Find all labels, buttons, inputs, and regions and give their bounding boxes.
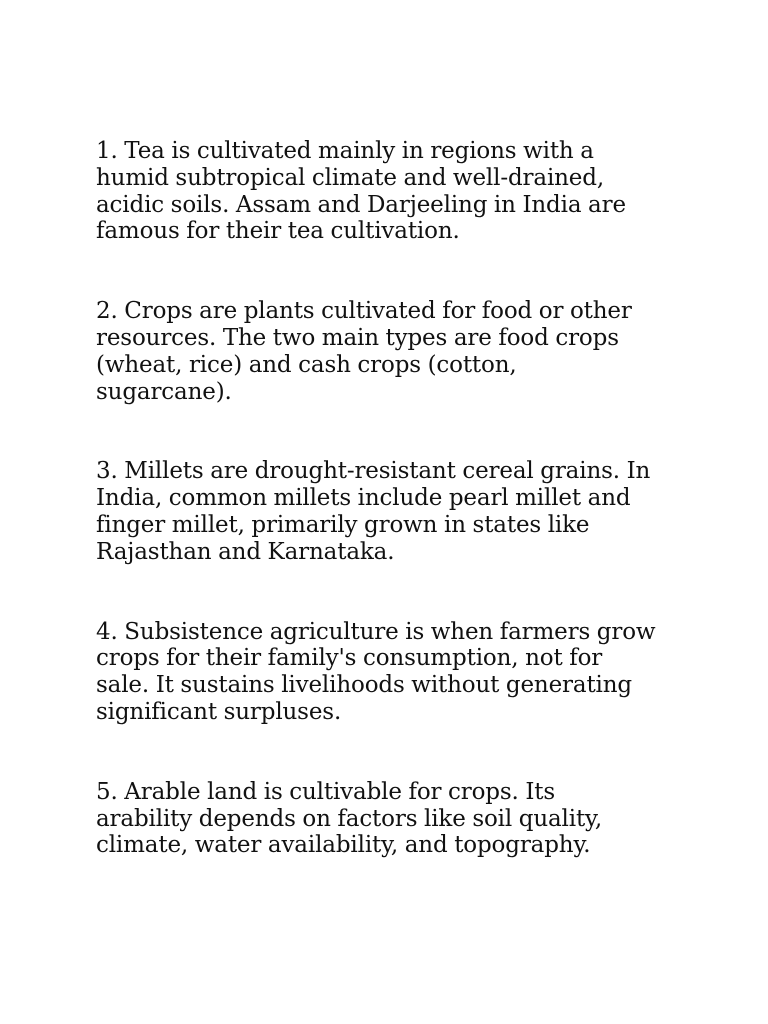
paragraph-crops: 2. Crops are plants cultivated for food or other resources. The two main types are food crops (wheat, rice) and cash crops (cotton, sugarcane). — [96, 298, 632, 405]
paragraph-arable-land: 5. Arable land is cultivable for crops. Its arability depends on factors like soil quality, climate, water availability, and topography. — [96, 778, 603, 859]
document-body — [96, 138, 656, 859]
paragraph-subsistence-agriculture: 4. Subsistence agriculture is when farmers grow crops for their family's consumption, not for sale. It sustains livelihoods without generating significant surpluses. — [96, 618, 656, 725]
paragraph-millets: 3. Millets are drought-resistant cereal grains. In India, common millets include pearl millet and finger millet, primarily grown in states like Rajasthan and Karnataka. — [96, 458, 651, 565]
paragraph-tea: 1. Tea is cultivated mainly in regions with a humid subtropical climate and well-drained, acidic soils. Assam and Darjeeling in India are famous for their tea cultivation. — [96, 138, 626, 245]
